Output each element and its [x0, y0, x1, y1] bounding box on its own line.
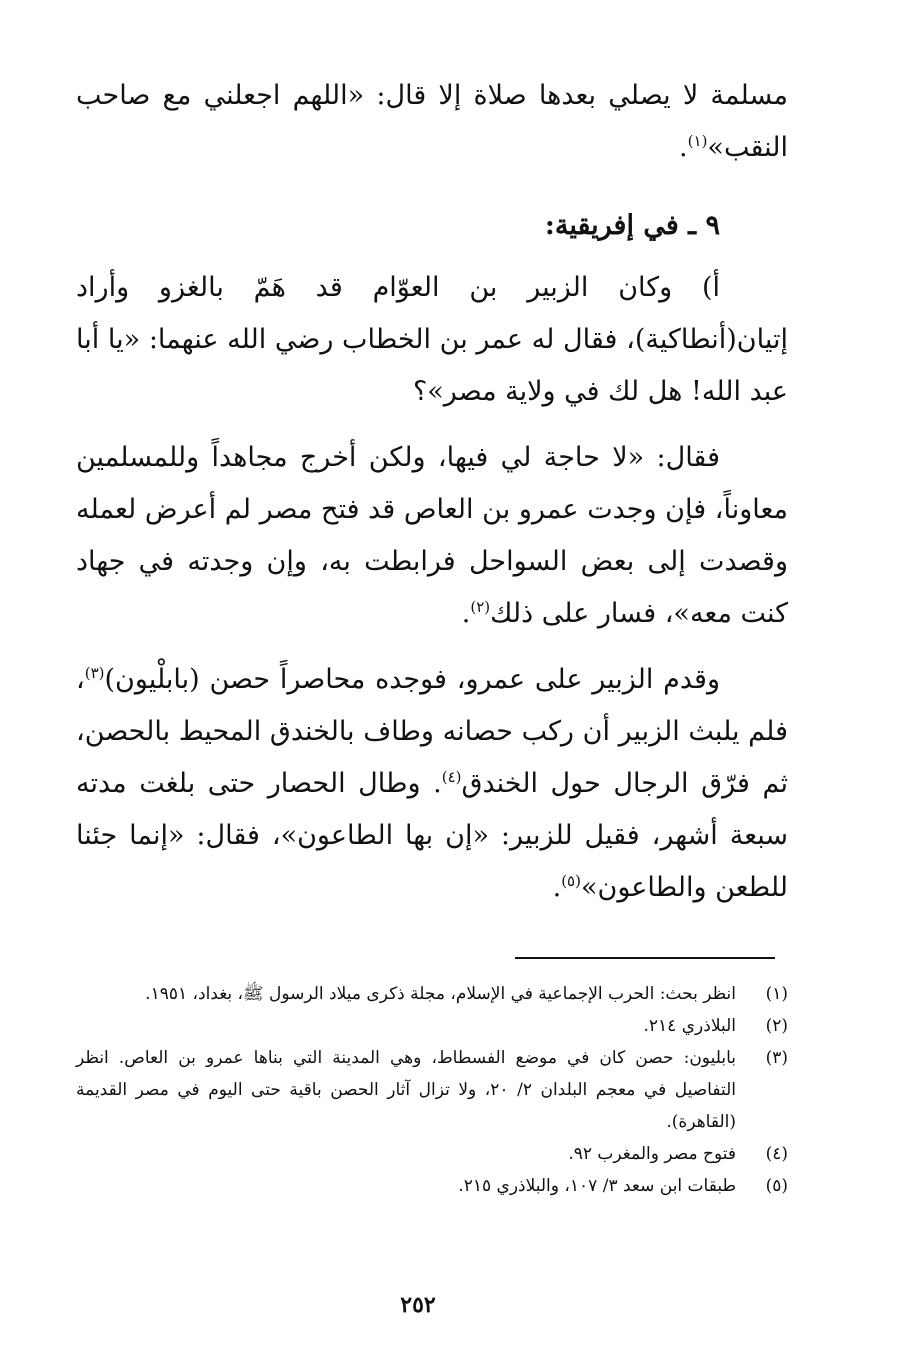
paragraph-text: مسلمة لا يصلي بعدها صلاة إلا قال: «اللهم اجعلني مع صاحب النقب» [76, 80, 788, 163]
footnote-item [76, 978, 788, 1010]
section-heading: ٩ ـ في إفريقية: [544, 210, 720, 241]
paragraph-text: فقال: «لا حاجة لي فيها، ولكن أخرج مجاهداً وللمسلمين معاوناً، فإن وجدت عمرو بن العاص قد فتح مصر لم أعرض لعمله وقصدت إلى بعض السواحل فرابطت به، وإن وجدته في جهاد كنت معه»، فسار على ذلك [76, 442, 788, 629]
footnote-text: طبقات ابن سعد ٣/ ١٠٧، والبلاذري ٢١٥. [458, 1176, 736, 1196]
footnote-number: (٢) [765, 1016, 788, 1036]
footnote-separator [515, 957, 775, 959]
footnote-number: (٤) [765, 1144, 788, 1164]
footnote-text: البلاذري ٢١٤. [643, 1016, 736, 1036]
footnote-text: انظر بحث: الحرب الإجماعية في الإسلام، مجلة ذكرى ميلاد الرسول ﷺ، بغداد، ١٩٥١. [145, 984, 736, 1004]
main-text [76, 70, 788, 914]
paragraph-text-continued: ، فلم يلبث الزبير أن ركب حصانه وطاف بالخندق المحيط بالحصن، ثم فرّق الرجال حول الخندق [76, 664, 788, 799]
footnote-item [76, 1138, 788, 1170]
footnote-ref-3: (٣) [84, 664, 105, 682]
footnote-item [76, 1042, 788, 1138]
footnote-number: (٥) [765, 1176, 788, 1196]
paragraph-tail: . [461, 598, 471, 629]
paragraph-continuation [76, 70, 788, 174]
footnote-ref-4: (٤) [441, 768, 462, 786]
paragraph-text: وقدم الزبير على عمرو، فوجده محاصراً حصن (بابلْيون) [104, 664, 720, 695]
paragraph-siege-babylon [76, 654, 788, 914]
paragraph-tail: . [552, 872, 562, 903]
footnote-item [76, 1170, 788, 1202]
footnote-item [76, 1010, 788, 1042]
paragraph-text: أ) وكان الزبير بن العوّام قد هَمّ بالغزو وأراد إتيان(أنطاكية)، فقال له عمر بن الخطاب رضي الله عنهما: «يا أبا عبد الله! هل لك في ولاية مصر»؟ [76, 272, 788, 407]
footnote-number: (١) [765, 984, 788, 1004]
footnote-ref-5: (٥) [561, 872, 581, 890]
footnote-text: بابليون: حصن كان في موضع الفسطاط، وهي المدينة التي بناها عمرو بن العاص. انظر التفاصيل في معجم البلدان ٢/ ٢٠، ولا تزال آثار الحصن باقية حتى اليوم في مصر القديمة (القاهرة). [76, 1048, 736, 1132]
page-number: ٢٥٢ [400, 1292, 436, 1318]
footnote-text: فتوح مصر والمغرب ٩٢. [568, 1144, 736, 1164]
footnotes-list [76, 978, 788, 1202]
paragraph-zubair-reply [76, 432, 788, 640]
paragraph-zubair-intent [76, 262, 788, 418]
paragraph-text-continued: . وطال الحصار حتى بلغت مدته سبعة أشهر، فقيل للزبير: «إن بها الطاعون»، فقال: «إنما جئنا للطعن والطاعون» [76, 768, 788, 903]
footnote-ref-2: (٢) [470, 598, 491, 616]
footnote-ref-1: (١) [687, 132, 708, 150]
paragraph-tail: . [679, 132, 688, 163]
footnote-number: (٣) [765, 1048, 788, 1068]
